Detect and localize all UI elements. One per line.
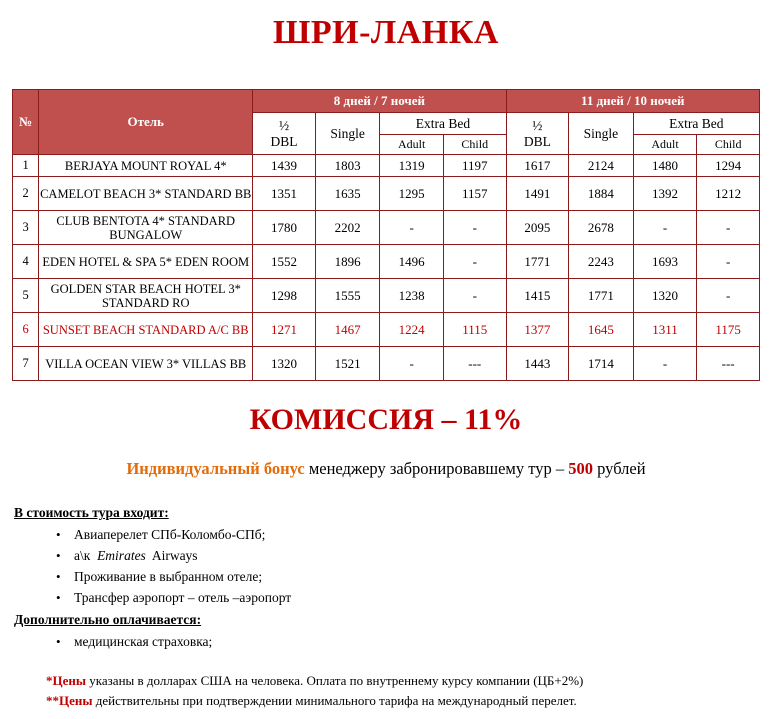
row-11d-single: 1714 bbox=[569, 347, 634, 381]
row-hotel: SUNSET BEACH STANDARD A/C BB bbox=[39, 313, 253, 347]
row-hotel: CLUB BENTOTA 4* STANDARD BUNGALOW bbox=[39, 211, 253, 245]
row-number: 2 bbox=[13, 177, 39, 211]
row-11d-single: 1645 bbox=[569, 313, 634, 347]
row-8d-adult: - bbox=[380, 347, 444, 381]
row-hotel: EDEN HOTEL & SPA 5* EDEN ROOM bbox=[39, 245, 253, 279]
header-adult-11d: Adult bbox=[633, 135, 697, 155]
row-8d-child: --- bbox=[443, 347, 506, 381]
row-8d-dbl: 1780 bbox=[253, 211, 316, 245]
header-hotel: Отель bbox=[39, 90, 253, 155]
row-8d-single: 2202 bbox=[315, 211, 380, 245]
list-item: • Проживание в выбранном отеле; bbox=[74, 567, 772, 588]
row-11d-single: 2678 bbox=[569, 211, 634, 245]
row-11d-adult: - bbox=[633, 211, 697, 245]
row-8d-adult: 1224 bbox=[380, 313, 444, 347]
table-body bbox=[13, 155, 760, 381]
table-row-highlighted bbox=[13, 313, 760, 347]
row-8d-adult: - bbox=[380, 211, 444, 245]
header-dbl-label-11d: DBL bbox=[523, 133, 551, 149]
bonus-currency: рублей bbox=[593, 459, 646, 479]
row-8d-adult: 1496 bbox=[380, 245, 444, 279]
row-8d-single: 1521 bbox=[315, 347, 380, 381]
row-8d-dbl: 1552 bbox=[253, 245, 316, 279]
included-list bbox=[14, 525, 772, 609]
table-row bbox=[13, 245, 760, 279]
list-item: • а\к Emirates Airways bbox=[74, 546, 772, 567]
included-section bbox=[14, 505, 772, 653]
row-11d-child: - bbox=[697, 245, 760, 279]
header-half-symbol-8d: ½ bbox=[278, 117, 290, 133]
table-row bbox=[13, 279, 760, 313]
included-heading: В стоимость тура входит: bbox=[14, 505, 169, 521]
bonus-amount: 500 bbox=[568, 459, 593, 479]
row-8d-child: - bbox=[443, 279, 506, 313]
row-11d-dbl: 1415 bbox=[506, 279, 569, 313]
price-table-wrapper bbox=[12, 89, 760, 381]
table-header-row-1 bbox=[13, 90, 760, 113]
row-11d-dbl: 1617 bbox=[506, 155, 569, 177]
row-hotel: VILLA OCEAN VIEW 3* VILLAS BB bbox=[39, 347, 253, 381]
header-single-11d: Single bbox=[569, 113, 634, 155]
row-8d-dbl: 1351 bbox=[253, 177, 316, 211]
extra-charges-list bbox=[14, 632, 772, 653]
row-8d-child: - bbox=[443, 211, 506, 245]
row-11d-child: - bbox=[697, 211, 760, 245]
airline-name: Emirates bbox=[97, 548, 146, 564]
footnote-2-lead: Цены bbox=[59, 692, 93, 708]
row-11d-adult: 1480 bbox=[633, 155, 697, 177]
table-row bbox=[13, 177, 760, 211]
row-11d-dbl: 1377 bbox=[506, 313, 569, 347]
footnote-1-stars: * bbox=[46, 673, 53, 688]
row-8d-child: 1115 bbox=[443, 313, 506, 347]
row-8d-single: 1555 bbox=[315, 279, 380, 313]
header-child-11d: Child bbox=[697, 135, 760, 155]
row-number: 1 bbox=[13, 155, 39, 177]
header-child-8d: Child bbox=[443, 135, 506, 155]
row-11d-single: 2243 bbox=[569, 245, 634, 279]
document-page bbox=[0, 14, 772, 719]
row-8d-adult: 1238 bbox=[380, 279, 444, 313]
bonus-line bbox=[0, 459, 772, 479]
header-half-dbl-8d bbox=[253, 113, 316, 155]
row-8d-child: 1157 bbox=[443, 177, 506, 211]
extra-charges-heading: Дополнительно оплачивается: bbox=[14, 612, 202, 628]
table-row bbox=[13, 347, 760, 381]
bonus-label: Индивидуальный бонус bbox=[126, 459, 305, 479]
row-11d-child: 1212 bbox=[697, 177, 760, 211]
list-item: • Трансфер аэропорт – отель –аэропорт bbox=[74, 588, 772, 609]
row-hotel: CAMELOT BEACH 3* STANDARD BB bbox=[39, 177, 253, 211]
table-row bbox=[13, 155, 760, 177]
header-half-dbl-11d bbox=[506, 113, 569, 155]
row-11d-dbl: 1491 bbox=[506, 177, 569, 211]
row-hotel: GOLDEN STAR BEACH HOTEL 3* STANDARD RO bbox=[39, 279, 253, 313]
row-number: 6 bbox=[13, 313, 39, 347]
header-number: № bbox=[13, 90, 39, 155]
footnote-2-stars: ** bbox=[46, 692, 59, 708]
row-8d-adult: 1319 bbox=[380, 155, 444, 177]
commission-heading: КОМИССИЯ – 11% bbox=[249, 403, 523, 437]
header-single-8d: Single bbox=[315, 113, 380, 155]
row-8d-single: 1803 bbox=[315, 155, 380, 177]
list-item: • медицинская страховка; bbox=[74, 632, 772, 653]
header-adult-8d: Adult bbox=[380, 135, 444, 155]
footnote-1-lead: Цены bbox=[52, 673, 87, 688]
list-item: • Авиаперелет СПб-Коломбо-СПб; bbox=[74, 525, 772, 546]
row-8d-dbl: 1298 bbox=[253, 279, 316, 313]
row-8d-dbl: 1320 bbox=[253, 347, 316, 381]
footnotes bbox=[46, 671, 772, 710]
row-11d-single: 1884 bbox=[569, 177, 634, 211]
row-8d-dbl: 1271 bbox=[253, 313, 316, 347]
row-8d-child: - bbox=[443, 245, 506, 279]
footnote-2-rest: действительны при подтверждении минимального тарифа на международный перелет. bbox=[92, 692, 577, 708]
row-11d-child: - bbox=[697, 279, 760, 313]
row-11d-child: 1294 bbox=[697, 155, 760, 177]
row-11d-adult: 1311 bbox=[633, 313, 697, 347]
row-11d-child: 1175 bbox=[697, 313, 760, 347]
row-number: 3 bbox=[13, 211, 39, 245]
price-table bbox=[12, 89, 760, 381]
header-dbl-label-8d: DBL bbox=[270, 133, 298, 149]
row-11d-adult: - bbox=[633, 347, 697, 381]
row-number: 5 bbox=[13, 279, 39, 313]
row-11d-adult: 1320 bbox=[633, 279, 697, 313]
row-8d-adult: 1295 bbox=[380, 177, 444, 211]
row-8d-single: 1896 bbox=[315, 245, 380, 279]
row-8d-single: 1635 bbox=[315, 177, 380, 211]
row-number: 7 bbox=[13, 347, 39, 381]
row-8d-single: 1467 bbox=[315, 313, 380, 347]
row-11d-dbl: 2095 bbox=[506, 211, 569, 245]
row-8d-dbl: 1439 bbox=[253, 155, 316, 177]
footnote-1-rest: указаны в долларах США на человека. Оплата по внутреннему курсу компании (ЦБ+2%) bbox=[86, 673, 584, 688]
table-head bbox=[13, 90, 760, 155]
page-title: ШРИ-ЛАНКА bbox=[273, 14, 499, 51]
row-11d-adult: 1392 bbox=[633, 177, 697, 211]
bonus-middle-text: менеджеру забронировавшему тур – bbox=[304, 459, 569, 479]
row-11d-adult: 1693 bbox=[633, 245, 697, 279]
header-extrabed-8d: Extra Bed bbox=[380, 113, 506, 135]
row-11d-single: 1771 bbox=[569, 279, 634, 313]
footnote-2 bbox=[46, 691, 772, 711]
header-group-11days: 11 дней / 10 ночей bbox=[506, 90, 759, 113]
row-11d-dbl: 1771 bbox=[506, 245, 569, 279]
row-11d-dbl: 1443 bbox=[506, 347, 569, 381]
row-11d-single: 2124 bbox=[569, 155, 634, 177]
table-row bbox=[13, 211, 760, 245]
row-8d-child: 1197 bbox=[443, 155, 506, 177]
row-number: 4 bbox=[13, 245, 39, 279]
footnote-1 bbox=[46, 671, 772, 691]
header-extrabed-11d: Extra Bed bbox=[633, 113, 759, 135]
row-hotel: BERJAYA MOUNT ROYAL 4* bbox=[39, 155, 253, 177]
header-half-symbol-11d: ½ bbox=[532, 117, 543, 133]
row-11d-child: --- bbox=[697, 347, 760, 381]
header-group-8days: 8 дней / 7 ночей bbox=[253, 90, 506, 113]
